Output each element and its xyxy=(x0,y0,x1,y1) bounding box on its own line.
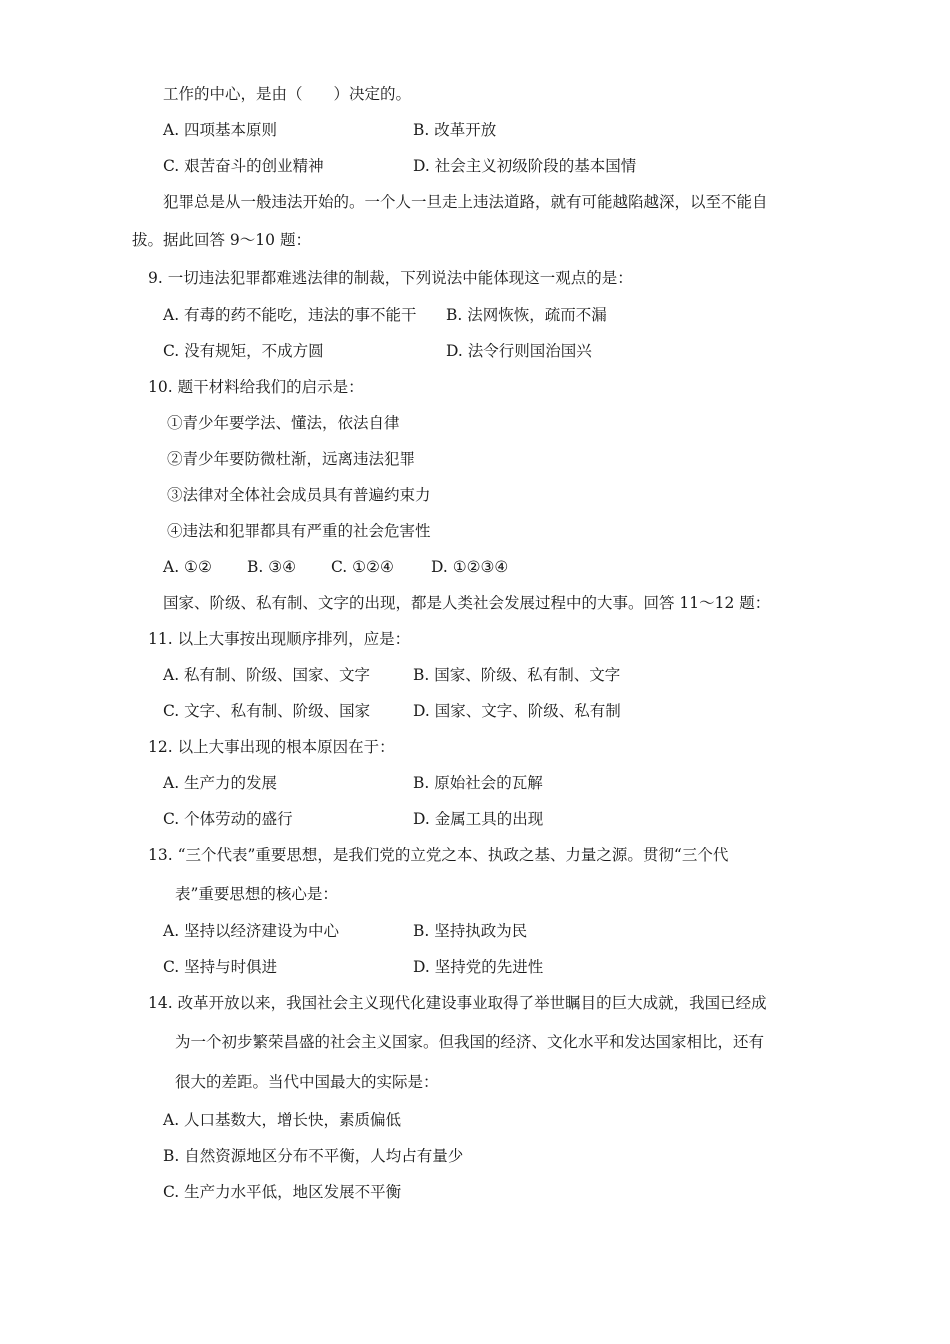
q8-stem-continuation: 工作的中心，是由（ ）决定的。 xyxy=(163,85,412,103)
q11-stem: 11. 以上大事按出现顺序排列，应是： xyxy=(148,630,411,648)
q14-stem-line2: 为一个初步繁荣昌盛的社会主义国家。但我国的经济、文化水平和发达国家相比，还有 xyxy=(175,1033,765,1051)
q9-option-a: A. 有毒的药不能吃，违法的事不能干 xyxy=(163,306,417,324)
q9-stem: 9. 一切违法犯罪都难逃法律的制裁，下列说法中能体现这一观点的是： xyxy=(148,269,633,287)
material-9-10-line1: 犯罪总是从一般违法开始的。一个人一旦走上违法道路，就有可能越陷越深，以至不能自 xyxy=(163,193,768,211)
q8-option-d: D. 社会主义初级阶段的基本国情 xyxy=(413,157,637,175)
q10-option-d: D. ①②③④ xyxy=(431,558,509,576)
q13-stem-line2: 表”重要思想的核心是： xyxy=(175,885,338,903)
q13-option-d: D. 坚持党的先进性 xyxy=(413,958,544,976)
q12-stem: 12. 以上大事出现的根本原因在于： xyxy=(148,738,395,756)
q13-option-a: A. 坚持以经济建设为中心 xyxy=(163,922,340,940)
q14-option-c: C. 生产力水平低，地区发展不平衡 xyxy=(163,1183,402,1201)
q14-stem-line1: 14. 改革开放以来，我国社会主义现代化建设事业取得了举世瞩目的巨大成就，我国已经成 xyxy=(148,994,767,1012)
q9-option-b: B. 法网恢恢，疏而不漏 xyxy=(446,306,607,324)
q14-option-a: A. 人口基数大，增长快，素质偏低 xyxy=(163,1111,402,1129)
q10-option-c: C. ①②④ xyxy=(331,558,394,576)
material-11-12: 国家、阶级、私有制、文字的出现，都是人类社会发展过程中的大事。回答 11～12 题： xyxy=(163,594,771,612)
q13-option-c: C. 坚持与时俱进 xyxy=(163,958,278,976)
q13-option-b: B. 坚持执政为民 xyxy=(413,922,528,940)
q10-stem: 10. 题干材料给我们的启示是： xyxy=(148,378,364,396)
q12-option-b: B. 原始社会的瓦解 xyxy=(413,774,543,792)
q14-stem-line3: 很大的差距。当代中国最大的实际是： xyxy=(175,1073,439,1091)
q10-statement-3: ③法律对全体社会成员具有普遍约束力 xyxy=(167,486,431,504)
q8-option-b: B. 改革开放 xyxy=(413,121,497,139)
q12-option-c: C. 个体劳动的盛行 xyxy=(163,810,293,828)
q8-option-c: C. 艰苦奋斗的创业精神 xyxy=(163,157,324,175)
q10-option-a: A. ①② xyxy=(163,558,212,576)
q12-option-a: A. 生产力的发展 xyxy=(163,774,278,792)
q12-option-d: D. 金属工具的出现 xyxy=(413,810,544,828)
q10-statement-1: ①青少年要学法、懂法，依法自律 xyxy=(167,414,400,432)
q8-option-a: A. 四项基本原则 xyxy=(163,121,278,139)
q11-option-b: B. 国家、阶级、私有制、文字 xyxy=(413,666,621,684)
material-9-10-line2: 拔。据此回答 9～10 题： xyxy=(132,231,311,249)
q9-option-d: D. 法令行则国治国兴 xyxy=(446,342,592,360)
q10-option-b: B. ③④ xyxy=(247,558,297,576)
q13-stem-line1: 13. “三个代表”重要思想，是我们党的立党之本、执政之基、力量之源。贯彻“三个代 xyxy=(148,846,729,864)
q10-statement-2: ②青少年要防微杜渐，远离违法犯罪 xyxy=(167,450,416,468)
q11-option-c: C. 文字、私有制、阶级、国家 xyxy=(163,702,371,720)
q11-option-a: A. 私有制、阶级、国家、文字 xyxy=(163,666,371,684)
q14-option-b: B. 自然资源地区分布不平衡，人均占有量少 xyxy=(163,1147,464,1165)
q9-option-c: C. 没有规矩，不成方圆 xyxy=(163,342,324,360)
q11-option-d: D. 国家、文字、阶级、私有制 xyxy=(413,702,621,720)
q10-statement-4: ④违法和犯罪都具有严重的社会危害性 xyxy=(167,522,431,540)
